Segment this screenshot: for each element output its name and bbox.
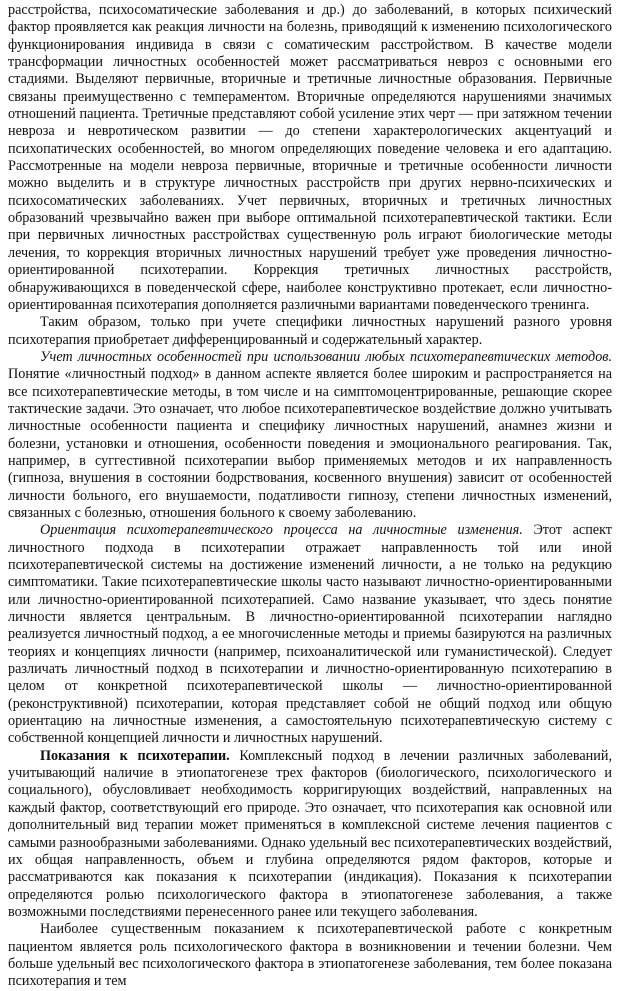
paragraph-3 bbox=[8, 349, 612, 522]
paragraph-2 bbox=[8, 314, 612, 349]
paragraph-1 bbox=[8, 2, 612, 314]
paragraph-1-text: расстройства, психосоматические заболевания и др.) до заболеваний, в которых психический фактор проявляется как реакция личности на болезнь, приводящий к изменению психологического функционирования индивида в связи с соматическим расстройством. В качестве модели трансформации личностных особенностей может рассматриваться невроз с основными его стадиями. Выделяют первичные, вторичные и третичные личностные образования. Первичные связаны преимущественно с темпераментом. Вторичные определяются нарушениями значимых отношений пациента. Третичные представляют собой усиление этих черт — при затяжном течении невроза и невротическом развитии — до степени характерологических акцентуаций и психопатических особенностей, во многом определяющих поведение человека и его адаптацию. Рассмотренные на модели невроза первичные, вторичные и третичные особенности личности можно выделить и в структуре личностных расстройств при других нервно-психических и психосоматических заболеваниях. Учет первичных, вторичных и третичных личностных образований чрезвычайно важен при выборе оптимальной психотерапевтической тактики. Если при первичных личностных расстройствах существенную роль играют биологические методы лечения, то коррекция вторичных личностных нарушений требует уже проведения личностно-ориентированной психотерапии. Коррекция третичных личностных расстройств, обнаруживающихся в поведенческой сфере, наиболее конструктивно протекает, если личностно-ориентированная психотерапия дополняется различными вариантами поведенческого тренинга. bbox=[8, 2, 612, 313]
paragraph-4-heading: Ориентация психотерапевтического процесса на личностные изменения. bbox=[40, 522, 523, 539]
paragraph-4 bbox=[8, 522, 612, 747]
paragraph-6-text: Наиболее существенным показанием к психотерапевтической работе с конкретным пациентом является роль психологического фактора в возникновении и течении болезни. Чем больше удельный вес психологического фактора в этиопатогенезе заболевания, тем более показана психотерапия и тем bbox=[8, 921, 612, 990]
paragraph-6 bbox=[8, 921, 612, 990]
paragraph-2-text: Таким образом, только при учете специфики личностных нарушений разного уровня психотерапия приобретает дифференцированный и содержательный характер. bbox=[8, 314, 612, 348]
paragraph-3-text: Понятие «личностный подход» в данном аспекте является более широким и распространяется на все психотерапевтические методы, в том числе и на симптомоцентрированные, решающие скорее тактические задачи. Это означает, что любое психотерапевтическое воздействие должно учитывать личностные особенности пациента и специфику личностных нарушений, анамнез жизни и болезни, установки и отношения, особенности поведения и эмоционального реагирования. Так, например, в суггестивной психотерапии выбор применяемых методов и их направленность (гипноза, внушения в состоянии бодрствования, косвенного внушения) зависит от особенностей личности больного, его внушаемости, податливости гипнозу, степени личностных изменений, связанных с болезнью, отношения больного к своему заболеванию. bbox=[8, 366, 612, 521]
paragraph-5 bbox=[8, 748, 612, 921]
paragraph-3-heading: Учет личностных особенностей при использовании любых психотерапевтических методов. bbox=[40, 348, 612, 365]
paragraph-5-text: Комплексный подход в лечении различных заболеваний, учитывающий наличие в этиопатогенезе трех факторов (биологического, психологического и социального), обусловливает необходимость корригирующих воздействий, направленных на каждый фактор, соответствующий его природе. Это означает, что психотерапия как основной или дополнительный вид терапии может применяться в комплексной системе лечения пациентов с самыми разнообразными заболеваниями. Однако удельный вес психотерапевтических воздействий, их общая направленность, объем и глубина определяются рядом факторов, которые и рассматриваются как показания к психотерапии (индикация). Показания к психотерапии определяются ролью психологического фактора в этиопатогенезе заболевания, а также возможными последствиями перенесенного ранее или текущего заболевания. bbox=[8, 747, 612, 920]
paragraph-4-text: Этот аспект личностного подхода в психотерапии отражает направленность той или иной психотерапевтической системы на достижение изменений личности, а не только на редукцию симптоматики. Такие психотерапевтические школы часто называют личностно-ориентированными или личностно-ориентированной психотерапией. Само название указывает, что здесь понятие личности является центральным. В личностно-ориентированной психотерапии наглядно реализуется личностный подход, а ее многочисленные методы и приемы базируются на различных теориях и концепциях личности (например, психоаналитической или гуманистической). Следует различать личностный подход в психотерапии и личностно-ориентированную психотерапию в целом от конкретной психотерапевтической школы — личностно-ориентированной (реконструктивной) психотерапии, которая представляет собой не общий подход или общую ориентацию на личностные изменения, а самостоятельную психотерапевтическую систему с собственной концепцией личности и личностных нарушений. bbox=[8, 522, 612, 747]
paragraph-5-heading: Показания к психотерапии. bbox=[40, 747, 230, 764]
